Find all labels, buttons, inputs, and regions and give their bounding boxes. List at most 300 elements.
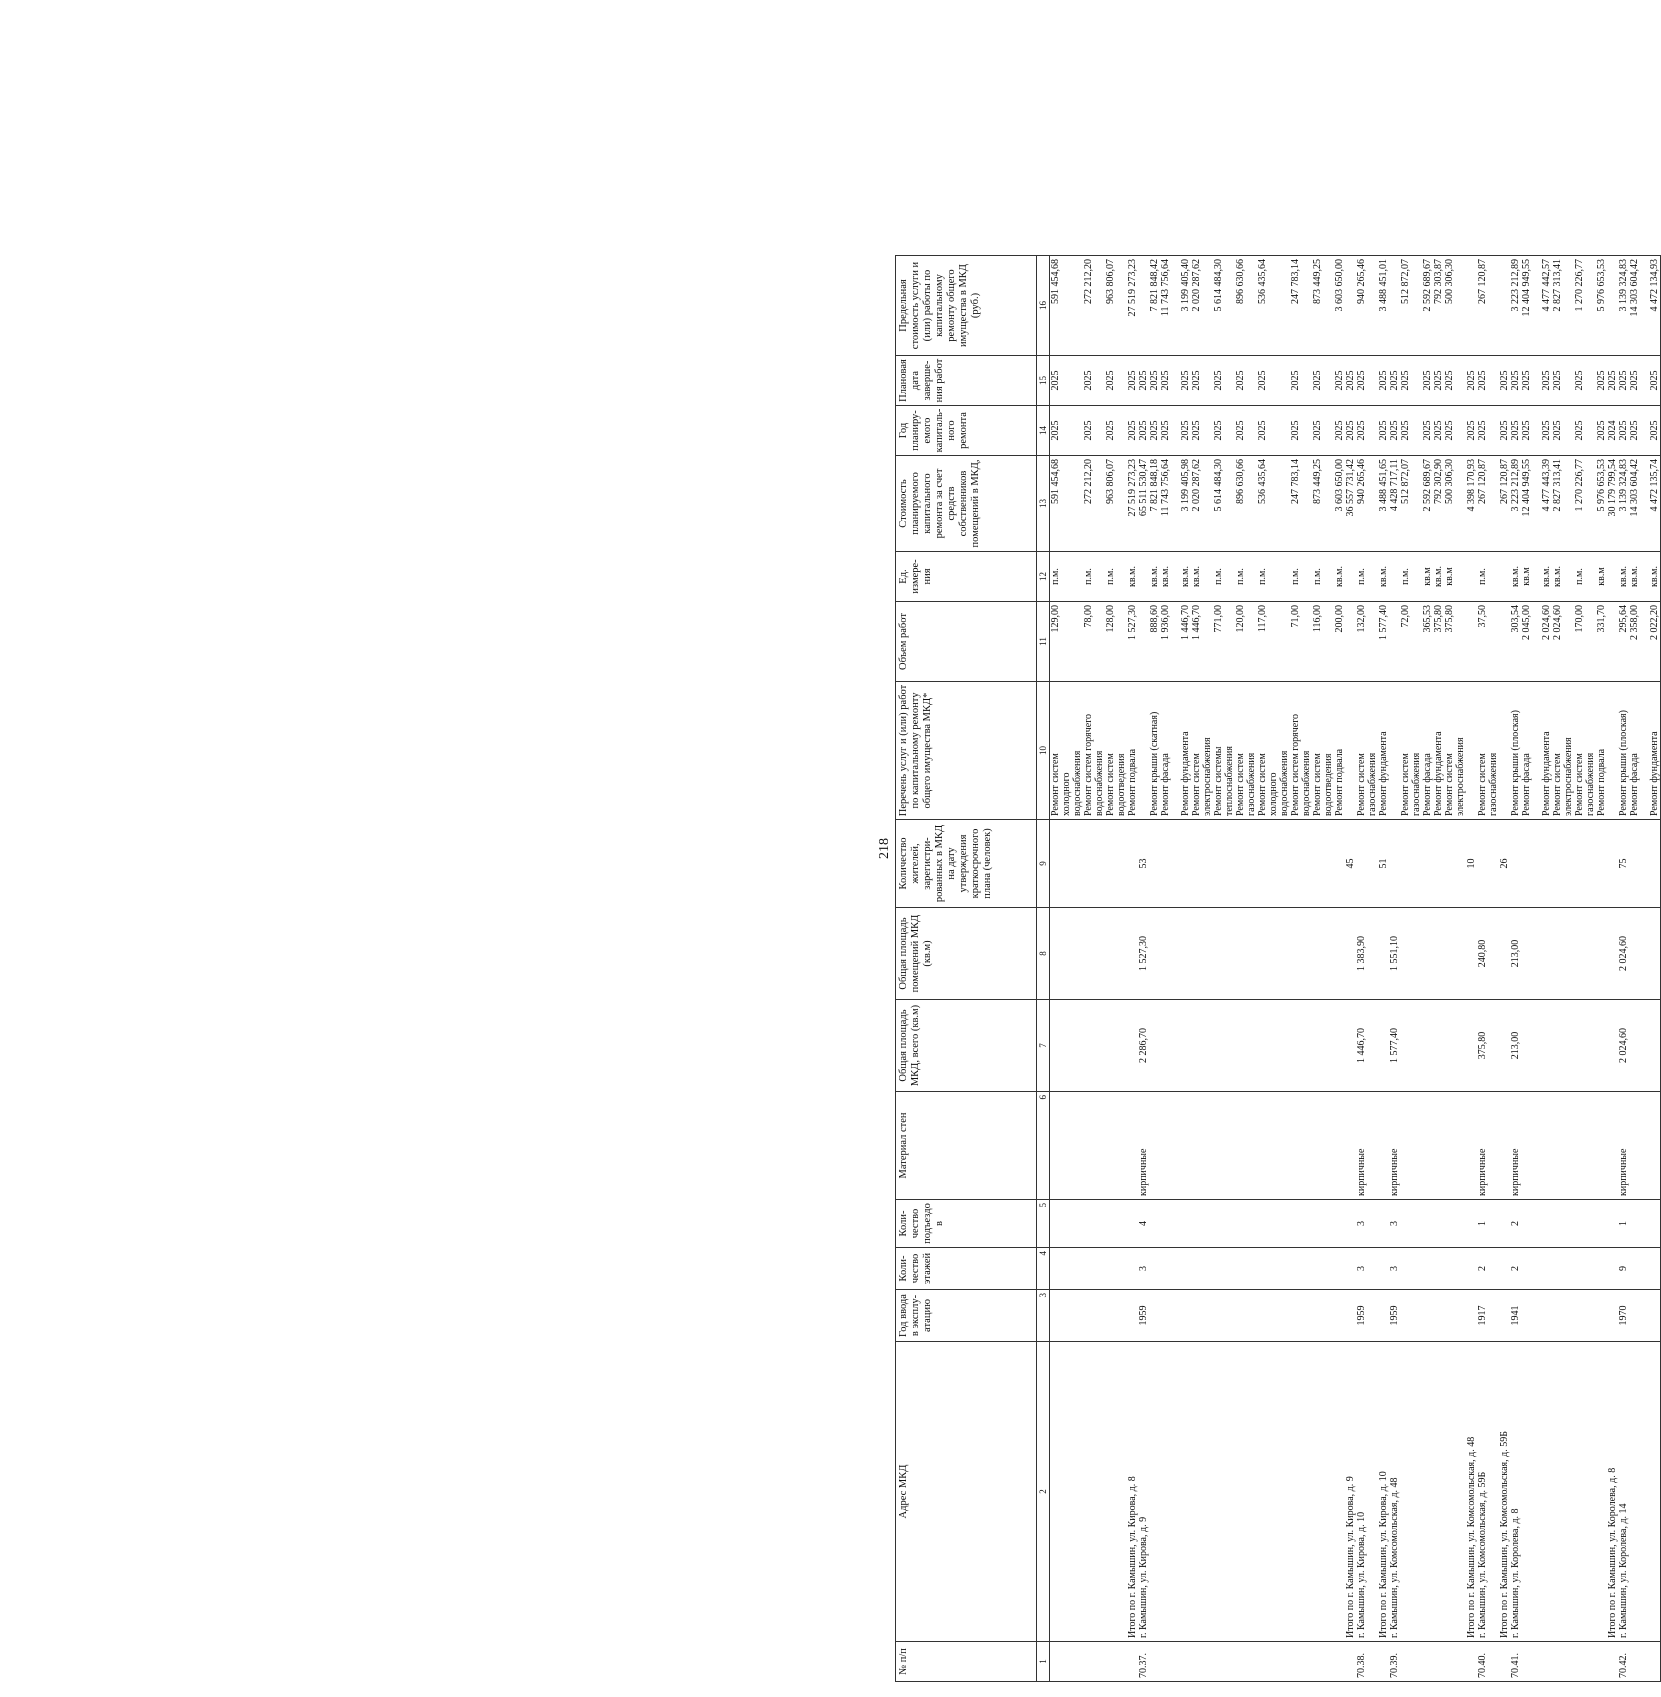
year-built-cell <box>1235 1290 1246 1342</box>
year-built-cell <box>1083 1290 1094 1342</box>
planned-cost-cell <box>1224 456 1235 552</box>
repair-year-cell: 2025 <box>1433 406 1444 456</box>
total-area-cell <box>1433 1000 1444 1092</box>
completion-date-cell <box>1094 356 1105 406</box>
address-cell <box>1094 1342 1105 1642</box>
planned-cost-cell: 12 404 949,55 <box>1521 456 1541 552</box>
completion-date-cell <box>1061 356 1072 406</box>
row-number-cell <box>1411 1642 1422 1682</box>
premises-area-cell <box>1596 908 1607 1000</box>
completion-date-cell: 2025 <box>1596 356 1607 406</box>
planned-cost-cell: 36 557 731,42 <box>1345 456 1356 552</box>
work-type-cell: газоснабжения <box>1367 682 1378 820</box>
year-built-cell: 1941 <box>1510 1290 1521 1342</box>
unit-cell: п.м. <box>1213 552 1224 602</box>
work-type-cell: Ремонт крыши (плоская) <box>1618 682 1629 820</box>
year-built-cell <box>1149 1290 1160 1342</box>
work-type-cell: электроснабжения <box>1455 682 1466 820</box>
premises-area-cell <box>1552 908 1563 1000</box>
address-cell: г. Камышин, ул. Комсомольская, д. 48 <box>1389 1342 1400 1642</box>
planned-cost-cell <box>1488 456 1499 552</box>
row-number-cell <box>1422 1642 1433 1682</box>
year-built-cell <box>1061 1290 1072 1342</box>
max-cost-cell: 873 449,25 <box>1312 256 1323 356</box>
total-area-cell <box>1378 1000 1389 1092</box>
row-number-cell: 70.40. <box>1477 1642 1488 1682</box>
work-volume-cell: 200,00 <box>1334 602 1345 682</box>
address-cell <box>1279 1342 1290 1642</box>
work-volume-cell: 1 527,30 <box>1127 602 1138 682</box>
work-volume-cell <box>1224 602 1235 682</box>
row-number-cell <box>1224 1642 1235 1682</box>
work-volume-cell: 2 022,20 <box>1649 602 1661 682</box>
table-row <box>1444 256 1455 1682</box>
work-type-cell: Ремонт подвала <box>1334 682 1345 820</box>
column-number: 15 <box>1037 356 1050 406</box>
work-volume-cell: 375,80 <box>1444 602 1455 682</box>
unit-cell <box>1466 552 1477 602</box>
planned-cost-cell <box>1585 456 1596 552</box>
repair-year-cell: 2025 <box>1477 406 1488 456</box>
repair-year-cell <box>1323 406 1334 456</box>
max-cost-cell: 3 488 451,01 <box>1378 256 1389 356</box>
column-number: 6 <box>1037 1092 1050 1200</box>
planned-cost-cell <box>1301 456 1312 552</box>
residents-cell <box>1585 820 1596 908</box>
max-cost-cell: 4 477 442,57 <box>1541 256 1552 356</box>
work-type-cell: Ремонт фундамента <box>1433 682 1444 820</box>
floors-cell <box>1050 1248 1062 1290</box>
planned-cost-cell: 536 435,64 <box>1257 456 1268 552</box>
table-row <box>1574 256 1585 1682</box>
work-volume-cell: 771,00 <box>1213 602 1224 682</box>
address-cell <box>1083 1342 1094 1642</box>
floors-cell <box>1466 1248 1477 1290</box>
planned-cost-cell: 591 454,68 <box>1050 456 1062 552</box>
table-row <box>1246 256 1257 1682</box>
residents-cell <box>1629 820 1649 908</box>
residents-cell <box>1367 820 1378 908</box>
residents-cell <box>1202 820 1213 908</box>
entrances-cell: 3 <box>1356 1200 1367 1248</box>
address-cell <box>1160 1342 1180 1642</box>
year-built-cell <box>1378 1290 1389 1342</box>
planned-cost-cell: 3 199 405,98 <box>1180 456 1191 552</box>
column-number: 2 <box>1037 1342 1050 1642</box>
total-area-cell <box>1455 1000 1466 1092</box>
residents-cell <box>1649 820 1661 908</box>
work-type-cell: Ремонт систем <box>1400 682 1411 820</box>
address-cell <box>1422 1342 1433 1642</box>
work-type-cell: Ремонт фасада <box>1422 682 1433 820</box>
column-number: 4 <box>1037 1248 1050 1290</box>
address-cell: г. Камышин, ул. Королева, д. 8 <box>1510 1342 1521 1642</box>
row-number-cell <box>1367 1642 1378 1682</box>
unit-cell <box>1246 552 1257 602</box>
work-type-cell: Ремонт подвала <box>1127 682 1138 820</box>
repair-year-cell: 2025 <box>1050 406 1062 456</box>
planned-cost-cell: 500 306,30 <box>1444 456 1455 552</box>
entrances-cell <box>1334 1200 1345 1248</box>
max-cost-cell <box>1202 256 1213 356</box>
year-built-cell <box>1367 1290 1378 1342</box>
premises-area-cell <box>1257 908 1268 1000</box>
repair-year-cell: 2025 <box>1378 406 1389 456</box>
max-cost-cell: 11 743 756,64 <box>1160 256 1180 356</box>
floors-cell <box>1444 1248 1455 1290</box>
max-cost-cell <box>1345 256 1356 356</box>
premises-area-cell <box>1629 908 1649 1000</box>
work-volume-cell: 78,00 <box>1083 602 1094 682</box>
address-cell <box>1367 1342 1378 1642</box>
unit-cell <box>1224 552 1235 602</box>
header-cell: Предельная стоимость услуги и (или) работы по капитальному ремонту общего имущества в МКД (руб.) <box>896 256 1037 356</box>
residents-cell: 26 <box>1499 820 1510 908</box>
entrances-cell <box>1400 1200 1411 1248</box>
residents-cell <box>1510 820 1521 908</box>
floors-cell <box>1411 1248 1422 1290</box>
planned-cost-cell <box>1246 456 1257 552</box>
year-built-cell <box>1466 1290 1477 1342</box>
address-cell <box>1268 1342 1279 1642</box>
total-area-cell <box>1574 1000 1585 1092</box>
planned-cost-cell <box>1094 456 1105 552</box>
work-type-cell: Ремонт систем <box>1257 682 1268 820</box>
entrances-cell <box>1246 1200 1257 1248</box>
total-area-cell: 213,00 <box>1510 1000 1521 1092</box>
row-number-cell <box>1444 1642 1455 1682</box>
wall-material-cell <box>1061 1092 1072 1200</box>
address-cell <box>1191 1342 1202 1642</box>
table-row <box>1389 256 1400 1682</box>
table-row <box>1061 256 1072 1682</box>
address-cell <box>1301 1342 1312 1642</box>
floors-cell <box>1596 1248 1607 1290</box>
address-cell <box>1323 1342 1334 1642</box>
total-area-cell <box>1246 1000 1257 1092</box>
floors-cell <box>1455 1248 1466 1290</box>
max-cost-cell: 963 806,07 <box>1105 256 1116 356</box>
row-number-cell <box>1180 1642 1191 1682</box>
wall-material-cell <box>1411 1092 1422 1200</box>
header-cell: Плановая дата заверше-ния работ <box>896 356 1037 406</box>
repair-year-cell: 2025 <box>1510 406 1521 456</box>
table-row <box>1607 256 1618 1682</box>
floors-cell <box>1279 1248 1290 1290</box>
floors-cell <box>1290 1248 1301 1290</box>
address-cell <box>1072 1342 1083 1642</box>
floors-cell <box>1180 1248 1191 1290</box>
table-row <box>1422 256 1433 1682</box>
residents-cell: 51 <box>1378 820 1389 908</box>
residents-cell <box>1191 820 1202 908</box>
year-built-cell <box>1323 1290 1334 1342</box>
max-cost-cell: 5 614 484,30 <box>1213 256 1224 356</box>
residents-cell <box>1290 820 1301 908</box>
premises-area-cell <box>1422 908 1433 1000</box>
row-number-cell <box>1094 1642 1105 1682</box>
repair-year-cell <box>1367 406 1378 456</box>
max-cost-cell <box>1488 256 1499 356</box>
max-cost-cell <box>1116 256 1127 356</box>
repair-year-cell <box>1061 406 1072 456</box>
repair-year-cell: 2025 <box>1180 406 1191 456</box>
completion-date-cell <box>1224 356 1235 406</box>
unit-cell: п.м. <box>1235 552 1246 602</box>
residents-cell <box>1477 820 1488 908</box>
floors-cell <box>1083 1248 1094 1290</box>
entrances-cell <box>1268 1200 1279 1248</box>
year-built-cell <box>1649 1290 1661 1342</box>
unit-cell: кв.м. <box>1618 552 1629 602</box>
unit-cell <box>1607 552 1618 602</box>
max-cost-cell <box>1455 256 1466 356</box>
premises-area-cell <box>1649 908 1661 1000</box>
residents-cell <box>1246 820 1257 908</box>
work-type-cell: Ремонт систем <box>1552 682 1563 820</box>
work-type-cell: Ремонт систем <box>1574 682 1585 820</box>
work-type-cell: газоснабжения <box>1411 682 1422 820</box>
completion-date-cell <box>1563 356 1574 406</box>
row-number-cell <box>1649 1642 1661 1682</box>
premises-area-cell <box>1466 908 1477 1000</box>
total-area-cell: 2 286,70 <box>1138 1000 1149 1092</box>
repair-year-cell: 2025 <box>1596 406 1607 456</box>
work-volume-cell <box>1202 602 1213 682</box>
table-row <box>1279 256 1290 1682</box>
floors-cell <box>1552 1248 1563 1290</box>
completion-date-cell: 2025 <box>1618 356 1629 406</box>
wall-material-cell: кирпичные <box>1138 1092 1149 1200</box>
year-built-cell <box>1072 1290 1083 1342</box>
total-area-cell <box>1422 1000 1433 1092</box>
work-volume-cell <box>1466 602 1477 682</box>
total-area-cell <box>1149 1000 1160 1092</box>
column-number: 16 <box>1037 256 1050 356</box>
column-number: 7 <box>1037 1000 1050 1092</box>
completion-date-cell: 2025 <box>1607 356 1618 406</box>
entrances-cell <box>1072 1200 1083 1248</box>
entrances-cell <box>1563 1200 1574 1248</box>
year-built-cell <box>1400 1290 1411 1342</box>
year-built-cell: 1959 <box>1356 1290 1367 1342</box>
floors-cell <box>1422 1248 1433 1290</box>
row-number-cell <box>1268 1642 1279 1682</box>
floors-cell <box>1607 1248 1618 1290</box>
row-number-cell: 70.37. <box>1138 1642 1149 1682</box>
year-built-cell: 1917 <box>1477 1290 1488 1342</box>
address-cell <box>1596 1342 1607 1642</box>
premises-area-cell <box>1061 908 1072 1000</box>
wall-material-cell <box>1160 1092 1180 1200</box>
residents-cell <box>1301 820 1312 908</box>
work-type-cell: Ремонт фундамента <box>1649 682 1661 820</box>
year-built-cell <box>1202 1290 1213 1342</box>
completion-date-cell: 2025 <box>1574 356 1585 406</box>
table-row <box>1127 256 1138 1682</box>
total-area-cell <box>1400 1000 1411 1092</box>
floors-cell <box>1521 1248 1541 1290</box>
wall-material-cell <box>1574 1092 1585 1200</box>
floors-cell <box>1072 1248 1083 1290</box>
repair-year-cell: 2025 <box>1257 406 1268 456</box>
wall-material-cell <box>1499 1092 1510 1200</box>
header-cell: Ед. измере-ния <box>896 552 1037 602</box>
work-type-cell <box>1466 682 1477 820</box>
completion-date-cell: 2025 <box>1213 356 1224 406</box>
year-built-cell <box>1629 1290 1649 1342</box>
work-type-cell: Ремонт фасада <box>1160 682 1180 820</box>
floors-cell <box>1334 1248 1345 1290</box>
work-volume-cell: 2 024,60 <box>1552 602 1563 682</box>
year-built-cell <box>1455 1290 1466 1342</box>
repair-year-cell: 2025 <box>1334 406 1345 456</box>
entrances-cell <box>1050 1200 1062 1248</box>
table-row <box>1312 256 1323 1682</box>
floors-cell <box>1160 1248 1180 1290</box>
column-number: 8 <box>1037 908 1050 1000</box>
premises-area-cell <box>1180 908 1191 1000</box>
work-volume-cell <box>1246 602 1257 682</box>
repair-year-cell: 2025 <box>1213 406 1224 456</box>
repair-year-cell <box>1094 406 1105 456</box>
wall-material-cell <box>1400 1092 1411 1200</box>
residents-cell <box>1268 820 1279 908</box>
total-area-cell <box>1541 1000 1552 1092</box>
unit-cell: кв.м <box>1596 552 1607 602</box>
address-cell <box>1149 1342 1160 1642</box>
wall-material-cell <box>1444 1092 1455 1200</box>
column-number: 1 <box>1037 1642 1050 1682</box>
unit-cell: кв.м. <box>1378 552 1389 602</box>
planned-cost-cell <box>1116 456 1127 552</box>
premises-area-cell <box>1160 908 1180 1000</box>
table-row <box>1411 256 1422 1682</box>
repair-year-cell <box>1411 406 1422 456</box>
table-row <box>1116 256 1127 1682</box>
year-built-cell <box>1246 1290 1257 1342</box>
entrances-cell: 4 <box>1138 1200 1149 1248</box>
planned-cost-cell <box>1367 456 1378 552</box>
total-area-cell <box>1061 1000 1072 1092</box>
total-area-cell <box>1257 1000 1268 1092</box>
premises-area-cell <box>1444 908 1455 1000</box>
total-area-cell <box>1290 1000 1301 1092</box>
address-cell <box>1257 1342 1268 1642</box>
wall-material-cell <box>1083 1092 1094 1200</box>
floors-cell <box>1378 1248 1389 1290</box>
completion-date-cell: 2025 <box>1444 356 1455 406</box>
premises-area-cell <box>1235 908 1246 1000</box>
premises-area-cell <box>1563 908 1574 1000</box>
entrances-cell <box>1596 1200 1607 1248</box>
row-number-cell <box>1191 1642 1202 1682</box>
premises-area-cell <box>1367 908 1378 1000</box>
max-cost-cell <box>1224 256 1235 356</box>
residents-cell <box>1213 820 1224 908</box>
planned-cost-cell: 247 783,14 <box>1290 456 1301 552</box>
total-area-cell <box>1521 1000 1541 1092</box>
premises-area-cell: 1 383,90 <box>1356 908 1367 1000</box>
unit-cell: кв.м. <box>1191 552 1202 602</box>
row-number-cell <box>1552 1642 1563 1682</box>
entrances-cell <box>1607 1200 1618 1248</box>
max-cost-cell <box>1301 256 1312 356</box>
unit-cell: п.м. <box>1290 552 1301 602</box>
max-cost-cell: 3 223 212,89 <box>1510 256 1521 356</box>
planned-cost-cell: 4 477 443,39 <box>1541 456 1552 552</box>
planned-cost-cell <box>1411 456 1422 552</box>
address-cell <box>1312 1342 1323 1642</box>
address-cell <box>1433 1342 1444 1642</box>
floors-cell <box>1563 1248 1574 1290</box>
year-built-cell <box>1127 1290 1138 1342</box>
planned-cost-cell: 65 511 530,47 <box>1138 456 1149 552</box>
address-cell <box>1444 1342 1455 1642</box>
repair-year-cell: 2025 <box>1138 406 1149 456</box>
entrances-cell <box>1160 1200 1180 1248</box>
address-cell <box>1552 1342 1563 1642</box>
premises-area-cell <box>1083 908 1094 1000</box>
premises-area-cell <box>1290 908 1301 1000</box>
total-area-cell <box>1083 1000 1094 1092</box>
completion-date-cell: 2025 <box>1389 356 1400 406</box>
year-built-cell <box>1160 1290 1180 1342</box>
premises-area-cell <box>1541 908 1552 1000</box>
entrances-cell <box>1433 1200 1444 1248</box>
floors-cell <box>1224 1248 1235 1290</box>
residents-cell: 53 <box>1138 820 1149 908</box>
residents-cell <box>1422 820 1433 908</box>
repair-year-cell: 2025 <box>1149 406 1160 456</box>
year-built-cell <box>1094 1290 1105 1342</box>
row-number-cell <box>1235 1642 1246 1682</box>
table-row <box>1455 256 1466 1682</box>
max-cost-cell: 14 303 604,42 <box>1629 256 1649 356</box>
completion-date-cell: 2025 <box>1510 356 1521 406</box>
planned-cost-cell: 792 302,90 <box>1433 456 1444 552</box>
floors-cell <box>1246 1248 1257 1290</box>
total-area-cell <box>1235 1000 1246 1092</box>
entrances-cell: 3 <box>1389 1200 1400 1248</box>
work-type-cell: Ремонт систем <box>1312 682 1323 820</box>
premises-area-cell <box>1378 908 1389 1000</box>
work-volume-cell: 71,00 <box>1290 602 1301 682</box>
repair-year-cell <box>1116 406 1127 456</box>
wall-material-cell <box>1585 1092 1596 1200</box>
planned-cost-cell <box>1279 456 1290 552</box>
work-type-cell: водоснабжения <box>1279 682 1290 820</box>
premises-area-cell <box>1400 908 1411 1000</box>
column-number: 9 <box>1037 820 1050 908</box>
completion-date-cell: 2025 <box>1521 356 1541 406</box>
planned-cost-cell: 2 592 689,67 <box>1422 456 1433 552</box>
entrances-cell <box>1202 1200 1213 1248</box>
premises-area-cell <box>1499 908 1510 1000</box>
repair-year-cell <box>1455 406 1466 456</box>
residents-cell <box>1050 820 1062 908</box>
header-cell: Количество жителей, зарегистри-рованных в МКД на дату утверждения краткосрочного плана (человек) <box>896 820 1037 908</box>
floors-cell <box>1268 1248 1279 1290</box>
max-cost-cell <box>1268 256 1279 356</box>
table-row <box>1552 256 1563 1682</box>
repair-year-cell: 2025 <box>1521 406 1541 456</box>
floors-cell <box>1105 1248 1116 1290</box>
row-number-cell <box>1585 1642 1596 1682</box>
unit-cell: п.м. <box>1312 552 1323 602</box>
address-cell: г. Камышин, ул. Кирова, д. 9 <box>1138 1342 1149 1642</box>
wall-material-cell <box>1607 1092 1618 1200</box>
